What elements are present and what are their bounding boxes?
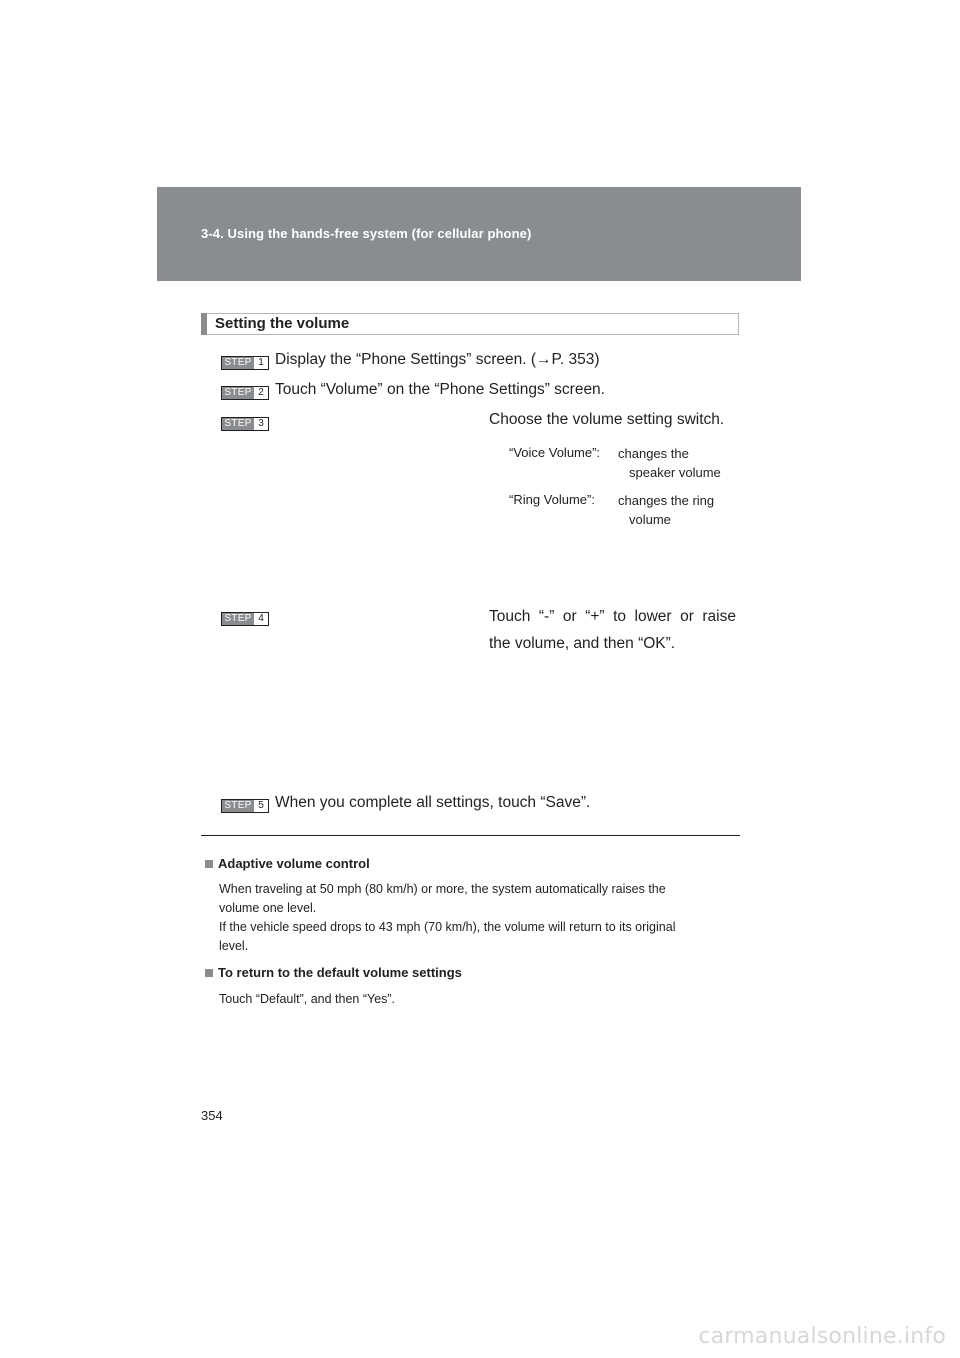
page-number: 354 <box>201 1108 223 1123</box>
note-body-line: level. <box>219 939 249 953</box>
step-label: STEP <box>222 387 254 399</box>
definition-desc-line: changes the ring <box>618 493 715 508</box>
step-label: STEP <box>222 800 254 812</box>
step-label: STEP <box>222 418 254 430</box>
definition-desc-line: volume <box>629 512 671 527</box>
step-number: 1 <box>258 357 264 368</box>
step-5-text: When you complete all settings, touch “Save”. <box>275 794 591 811</box>
step-number: 3 <box>258 418 264 429</box>
note-heading-default <box>205 965 462 980</box>
section-title-accent <box>201 313 207 335</box>
step-4-text <box>489 603 736 657</box>
definition-term-voice: “Voice Volume”: <box>509 445 601 460</box>
step-4-text-line: Touch “-” or “+” to lower or raise <box>489 608 736 625</box>
note-body-line: If the vehicle speed drops to 43 mph (70 km/h), the volume will return to its original <box>219 920 676 934</box>
square-bullet-icon <box>205 969 213 977</box>
note-heading-text: Adaptive volume control <box>218 856 370 871</box>
definition-desc-line: changes the <box>618 446 689 461</box>
note-body-line: When traveling at 50 mph (80 km/h) or more, the system automatically raises the <box>219 882 666 896</box>
note-heading-adaptive <box>205 856 370 871</box>
section-title: Setting the volume <box>215 315 350 332</box>
step-3-badge <box>221 417 269 431</box>
step-number: 4 <box>258 613 264 624</box>
step-4-badge <box>221 612 269 626</box>
definition-desc-ring <box>618 491 714 529</box>
note-body-line: Touch “Default”, and then “Yes”. <box>219 992 396 1006</box>
step-1-text: Display the “Phone Settings” screen. (→P. 353) <box>275 351 600 368</box>
step-3-text: Choose the volume setting switch. <box>489 411 725 428</box>
square-bullet-icon <box>205 860 213 868</box>
note-body-adaptive <box>219 880 739 956</box>
definition-desc-line: speaker volume <box>629 465 721 480</box>
step-2-text: Touch “Volume” on the “Phone Settings” screen. <box>275 381 605 398</box>
note-body-default <box>219 990 739 1009</box>
step-number: 5 <box>258 800 264 811</box>
step-2-badge <box>221 386 269 400</box>
note-body-line: volume one level. <box>219 901 317 915</box>
definition-desc-voice <box>618 444 721 482</box>
step-4-text-line: the volume, and then “OK”. <box>489 635 676 652</box>
watermark: carmanualsonline.info <box>698 1324 946 1349</box>
step-number: 2 <box>258 387 264 398</box>
step-1-badge <box>221 356 269 370</box>
chapter-header-title: 3-4. Using the hands-free system (for cellular phone) <box>201 226 532 241</box>
step-label: STEP <box>222 613 254 625</box>
step-5-badge <box>221 799 269 813</box>
definition-term-ring: “Ring Volume”: <box>509 492 595 507</box>
note-heading-text: To return to the default volume settings <box>218 965 462 980</box>
section-divider <box>201 835 740 836</box>
step-label: STEP <box>222 357 254 369</box>
